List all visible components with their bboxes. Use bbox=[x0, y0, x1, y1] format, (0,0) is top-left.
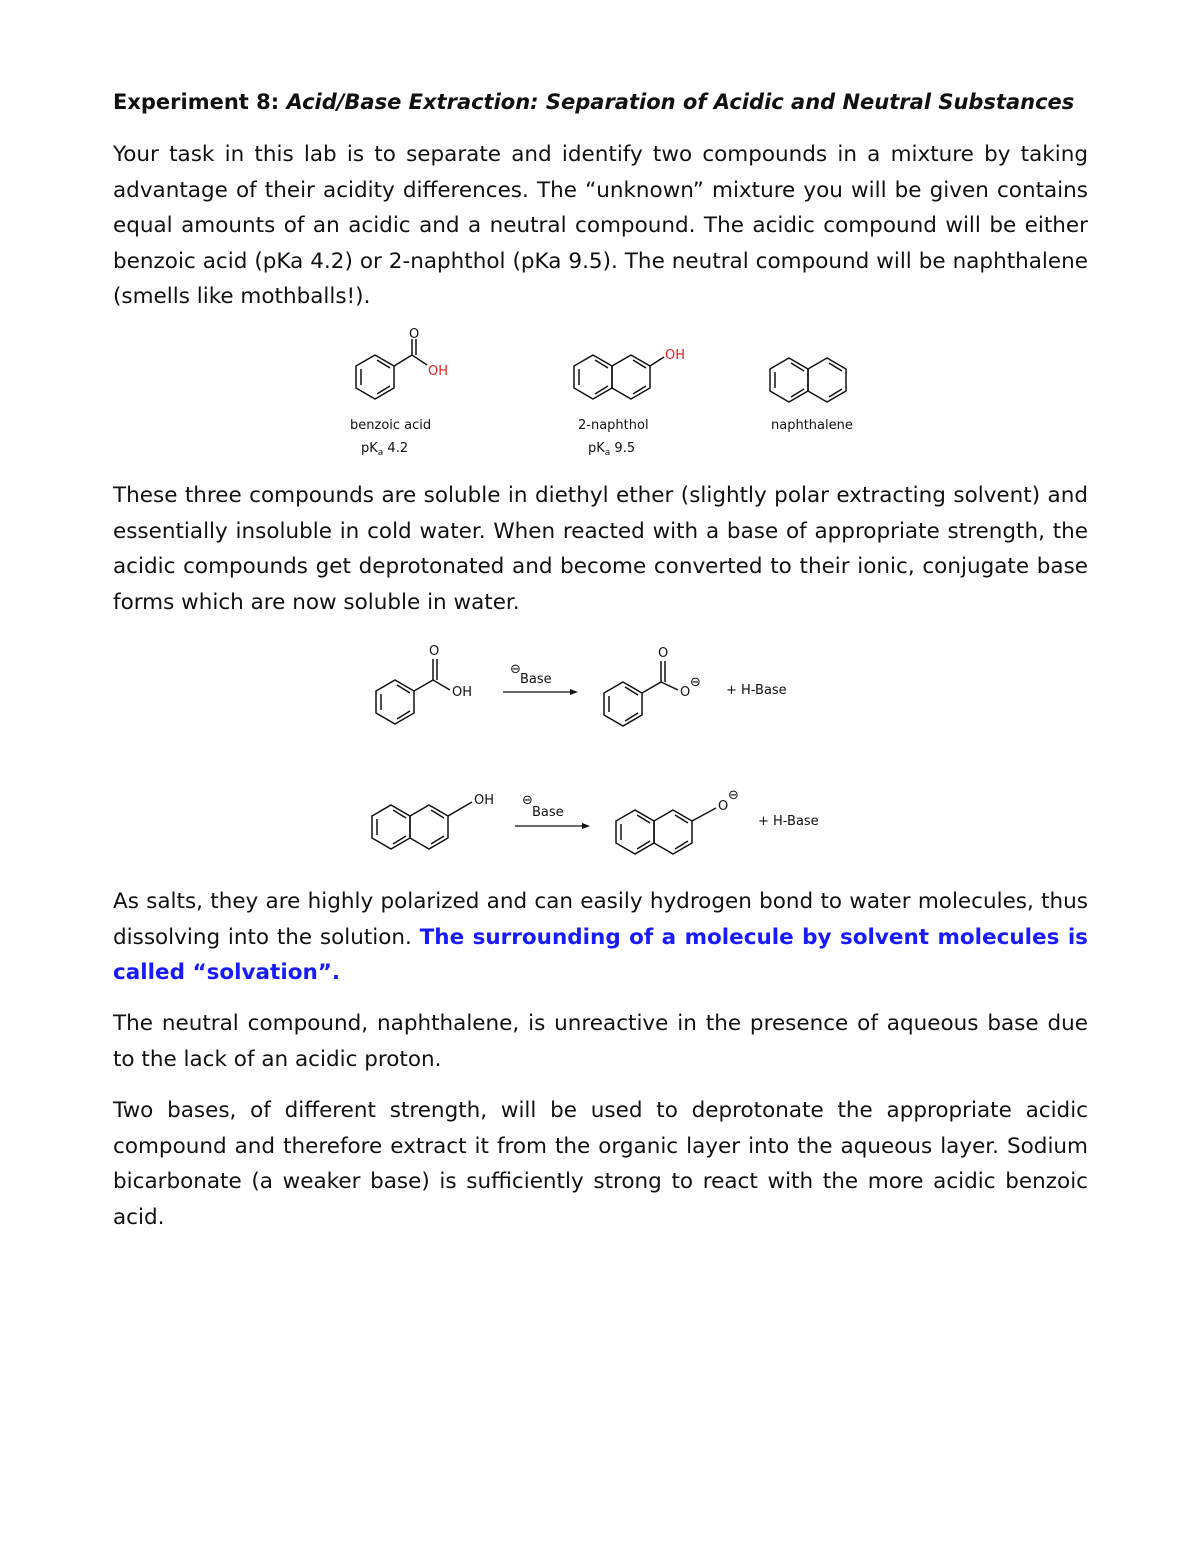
salts-text: As salts, they are highly polarized and can easily hydrogen bond to water molecules, thus dissolving into the solution. bbox=[113, 889, 1088, 950]
naphthoxide-product bbox=[616, 808, 716, 854]
benzoic-acid-pka: $pK_a$ 4.2 bbox=[361, 441, 409, 458]
naphthol-oh-label: OH bbox=[665, 348, 686, 363]
base1-charge: ⊖ bbox=[510, 662, 521, 677]
reaction1-arrowhead bbox=[570, 689, 578, 695]
product1-o-minus-label: O bbox=[680, 685, 691, 700]
benzoic-acid-oh-label: OH bbox=[428, 364, 449, 379]
salts-paragraph bbox=[113, 884, 1088, 991]
naphthol-structure bbox=[574, 355, 664, 399]
page-title bbox=[113, 86, 1093, 118]
title-prefix: Experiment 8: bbox=[113, 90, 287, 114]
title-main: Acid/Base Extraction: Separation of Acidic and Neutral Substances bbox=[286, 90, 1075, 114]
reaction-naphthol bbox=[360, 780, 840, 870]
benzoic-acid-o-label: O bbox=[409, 327, 420, 342]
benzoate-product bbox=[604, 661, 678, 726]
naphthol-pka: $pK_a$ 9.5 bbox=[588, 441, 636, 458]
structures-figure bbox=[330, 325, 890, 465]
reactant1-o-label: O bbox=[429, 644, 440, 659]
reaction2-arrowhead bbox=[582, 823, 590, 829]
product1-charge: ⊖ bbox=[690, 675, 701, 690]
naphthol-reactant bbox=[372, 802, 472, 849]
solubility-paragraph: These three compounds are soluble in diethyl ether (slightly polar extracting solvent) and essentially insoluble in cold water. When reacted with a base of appropriate strength, the acidic compounds get deprotonated and become converted to their ionic, conjugate base forms which are now soluble in water. bbox=[113, 483, 1088, 615]
product2-charge: ⊖ bbox=[728, 788, 739, 803]
byproduct1-label: + H-Base bbox=[726, 683, 787, 698]
solvation-definition: The surrounding of a molecule by solvent molecules is called “solvation”. bbox=[113, 924, 1088, 985]
base2-label: Base bbox=[532, 805, 564, 820]
intro-paragraph: Your task in this lab is to separate and identify two compounds in a mixture by taking advantage of their acidity differences. The “unknown” mixture you will be given contains equal amounts of an acidic and a neutral compound. The acidic compound will be either benzoic acid (pKa 4.2) or 2-naphthol (pKa 9.5). The neutral compound will be naphthalene (smells like mothballs!). bbox=[113, 142, 1088, 309]
naphthalene-name: naphthalene bbox=[771, 418, 853, 433]
benzoic-acid-reactant bbox=[376, 659, 450, 724]
naphthol-name: 2-naphthol bbox=[578, 418, 649, 433]
base2-charge: ⊖ bbox=[522, 793, 533, 808]
benzoic-acid-name: benzoic acid bbox=[350, 418, 432, 433]
reactant1-oh-label: OH bbox=[452, 685, 473, 700]
neutral-paragraph: The neutral compound, naphthalene, is unreactive in the presence of aqueous base due to the lack of an acidic proton. bbox=[113, 1011, 1088, 1072]
naphthalene-structure bbox=[770, 358, 846, 402]
reactant2-oh-label: OH bbox=[474, 793, 495, 808]
product2-o-label: O bbox=[718, 799, 729, 814]
benzoic-acid-structure bbox=[356, 339, 427, 399]
reaction-benzoic-acid bbox=[360, 635, 840, 760]
bases-paragraph: Two bases, of different strength, will be used to deprotonate the appropriate acidic compound and therefore extract it from the organic layer into the aqueous layer. Sodium bicarbonate (a weaker base) is sufficiently strong to react with the more acidic benzoic acid. bbox=[113, 1098, 1088, 1230]
product1-o-label: O bbox=[658, 646, 669, 661]
byproduct2-label: + H-Base bbox=[758, 814, 819, 829]
base1-label: Base bbox=[520, 672, 552, 687]
